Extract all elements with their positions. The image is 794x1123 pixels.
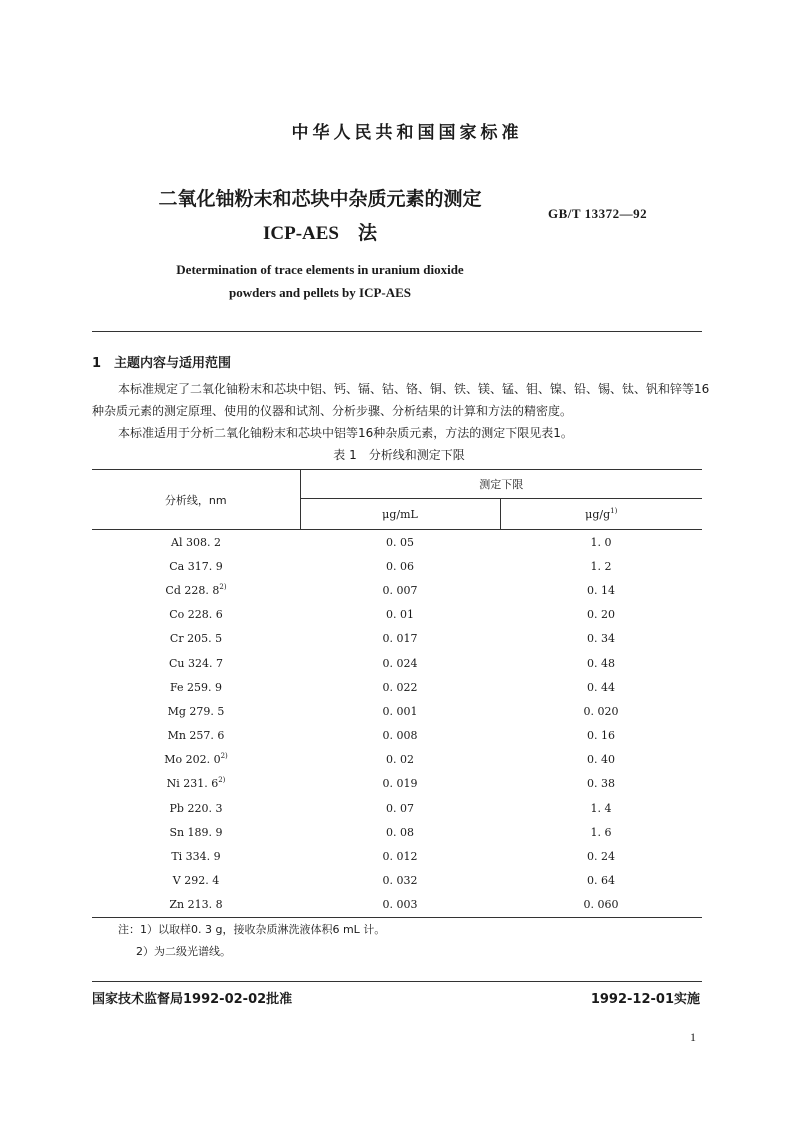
cell-limit-ug-per-ml: 0. 008 bbox=[382, 729, 418, 743]
document-title-method: ICP-AES 法 bbox=[262, 223, 377, 244]
analytical-line-value: V 292. 4 bbox=[172, 874, 220, 888]
cell-limit-ug-per-ml: 0. 012 bbox=[382, 850, 418, 864]
cell-analytical-line bbox=[92, 724, 300, 748]
cell-limit-ug-per-ml: 0. 024 bbox=[382, 656, 418, 670]
paragraph-scope-line1: 本标准规定了二氧化铀粉末和芯块中铝、钙、镉、钴、铬、铜、铁、镁、锰、钼、镍、铅、锡、钛、钒和锌等16 bbox=[118, 382, 710, 396]
cell-analytical-line bbox=[92, 869, 300, 893]
document-title-en-line2: powders and pellets by ICP-AES bbox=[228, 285, 412, 300]
cell-analytical-line bbox=[92, 748, 300, 772]
table-row bbox=[92, 627, 702, 651]
cell-limit-ug-per-g: 0. 64 bbox=[587, 874, 615, 888]
cell-analytical-line bbox=[92, 772, 300, 796]
table-row bbox=[92, 796, 702, 820]
section-heading bbox=[92, 352, 231, 371]
cell-limit-ug-per-ml: 0. 007 bbox=[382, 583, 418, 597]
table-caption: 表 1 分析线和测定下限 bbox=[333, 448, 465, 462]
analytical-line-value: Ti 334. 9 bbox=[171, 850, 221, 864]
table-row bbox=[92, 844, 702, 868]
footnote-marker: 2) bbox=[218, 776, 226, 785]
analytical-line-value: Cr 205. 5 bbox=[169, 632, 223, 646]
cell-limit-ug-per-ml: 0. 06 bbox=[386, 559, 414, 573]
cell-limit-ug-per-ml: 0. 019 bbox=[382, 777, 418, 791]
table-row bbox=[92, 699, 702, 723]
column-header-ug-per-g bbox=[500, 499, 702, 530]
analytical-line-value: Co 228. 6 bbox=[169, 608, 223, 622]
table-note-2: 2）为二级光谱线。 bbox=[136, 945, 231, 958]
cell-limit-ug-per-g: 0. 38 bbox=[587, 777, 615, 791]
cell-analytical-line bbox=[92, 844, 300, 868]
cell-analytical-line bbox=[92, 530, 300, 555]
cell-limit-ug-per-g: 0. 16 bbox=[587, 729, 615, 743]
document-title-cn: 二氧化铀粉末和芯块中杂质元素的测定 bbox=[158, 188, 482, 210]
cell-analytical-line bbox=[92, 893, 300, 918]
analytical-line-value: Cd 228. 8 bbox=[165, 583, 220, 597]
analytical-line-value: Sn 189. 9 bbox=[169, 825, 223, 839]
cell-limit-ug-per-g: 0. 20 bbox=[587, 608, 615, 622]
paragraph-applicability: 本标准适用于分析二氧化铀粉末和芯块中铝等16种杂质元素，方法的测定下限见表1。 bbox=[118, 426, 573, 440]
analytical-line-value: Zn 213. 8 bbox=[169, 898, 223, 912]
column-header-ug-per-g-label: μg/g bbox=[585, 507, 611, 521]
cell-limit-ug-per-g: 1. 0 bbox=[590, 535, 612, 549]
analytical-line-value: Al 308. 2 bbox=[171, 535, 221, 549]
analytical-line-value: Ca 317. 9 bbox=[169, 559, 223, 573]
cell-limit-ug-per-ml: 0. 07 bbox=[386, 801, 414, 815]
footer-divider bbox=[92, 981, 702, 982]
header-divider bbox=[92, 331, 702, 332]
cell-limit-ug-per-g: 0. 060 bbox=[500, 893, 702, 918]
cell-limit-ug-per-g: 1. 2 bbox=[590, 559, 612, 573]
cell-limit-ug-per-g: 0. 34 bbox=[587, 632, 615, 646]
column-header-ug-per-g-note: 1) bbox=[610, 506, 618, 515]
cell-limit-ug-per-g: 1. 4 bbox=[590, 801, 612, 815]
table-note-1: 注：1）以取样0. 3 g，接收杂质淋洗液体积6 mL 计。 bbox=[118, 923, 386, 936]
table-row bbox=[92, 724, 702, 748]
cell-analytical-line bbox=[92, 796, 300, 820]
analytical-line-value: Mo 202. 0 bbox=[164, 753, 221, 767]
analytical-line-value: Mg 279. 5 bbox=[167, 704, 225, 718]
cell-analytical-line bbox=[92, 578, 300, 602]
analytical-line-value: Cu 324. 7 bbox=[169, 656, 223, 670]
table-row bbox=[92, 772, 702, 796]
footnote-marker: 2) bbox=[220, 752, 228, 761]
cell-limit-ug-per-ml: 0. 003 bbox=[300, 893, 500, 918]
cell-analytical-line bbox=[92, 675, 300, 699]
national-standard-heading: 中华人民共和国国家标准 bbox=[291, 123, 523, 143]
cell-limit-ug-per-g: 0. 48 bbox=[587, 656, 615, 670]
cell-limit-ug-per-g: 0. 020 bbox=[583, 704, 619, 718]
table-row bbox=[92, 748, 702, 772]
footnote-marker: 2) bbox=[219, 582, 227, 591]
table-row bbox=[92, 651, 702, 675]
cell-analytical-line bbox=[92, 627, 300, 651]
table-row bbox=[92, 530, 702, 555]
column-header-detection-limit: 测定下限 bbox=[300, 470, 702, 499]
cell-limit-ug-per-ml: 0. 022 bbox=[382, 680, 418, 694]
cell-limit-ug-per-g: 0. 44 bbox=[587, 680, 615, 694]
table-row bbox=[92, 675, 702, 699]
section-title: 主题内容与适用范围 bbox=[114, 356, 232, 371]
analytical-line-value: Ni 231. 6 bbox=[166, 777, 219, 791]
cell-analytical-line bbox=[92, 699, 300, 723]
cell-limit-ug-per-ml: 0. 08 bbox=[386, 825, 414, 839]
cell-limit-ug-per-g: 0. 40 bbox=[587, 753, 615, 767]
cell-limit-ug-per-ml: 0. 032 bbox=[382, 874, 418, 888]
paragraph-scope-line2: 种杂质元素的测定原理、使用的仪器和试剂、分析步骤、分析结果的计算和方法的精密度。 bbox=[92, 404, 573, 418]
effective-date: 1992-12-01实施 bbox=[590, 992, 700, 1007]
cell-limit-ug-per-ml: 0. 01 bbox=[386, 608, 414, 622]
cell-analytical-line bbox=[92, 651, 300, 675]
table-row bbox=[92, 893, 702, 918]
analytical-line-value: Mn 257. 6 bbox=[167, 729, 225, 743]
document-title-en-line1: Determination of trace elements in uranium dioxide bbox=[176, 262, 464, 277]
cell-limit-ug-per-g: 1. 6 bbox=[590, 825, 612, 839]
cell-limit-ug-per-ml: 0. 05 bbox=[386, 535, 414, 549]
table-analytical-lines bbox=[92, 469, 702, 918]
approval-date: 国家技术监督局1992-02-02批准 bbox=[92, 992, 293, 1007]
section-number: 1 bbox=[92, 356, 102, 371]
cell-limit-ug-per-ml: 0. 02 bbox=[386, 753, 414, 767]
page-number: 1 bbox=[690, 1030, 696, 1044]
column-header-analytical-line: 分析线，nm bbox=[92, 470, 300, 530]
table-row bbox=[92, 820, 702, 844]
table-row bbox=[92, 554, 702, 578]
table-row bbox=[92, 578, 702, 602]
cell-limit-ug-per-g: 0. 24 bbox=[587, 850, 615, 864]
table-row bbox=[92, 869, 702, 893]
cell-analytical-line bbox=[92, 554, 300, 578]
cell-limit-ug-per-ml: 0. 017 bbox=[382, 632, 418, 646]
cell-analytical-line bbox=[92, 603, 300, 627]
analytical-line-value: Fe 259. 9 bbox=[169, 680, 223, 694]
cell-limit-ug-per-g: 0. 14 bbox=[587, 583, 615, 597]
analytical-line-value: Pb 220. 3 bbox=[169, 801, 223, 815]
standard-number: GB/T 13372—92 bbox=[548, 206, 648, 221]
cell-analytical-line bbox=[92, 820, 300, 844]
cell-limit-ug-per-ml: 0. 001 bbox=[382, 704, 418, 718]
table-body bbox=[92, 530, 702, 918]
column-header-ug-per-ml: μg/mL bbox=[300, 499, 500, 530]
table-row bbox=[92, 603, 702, 627]
